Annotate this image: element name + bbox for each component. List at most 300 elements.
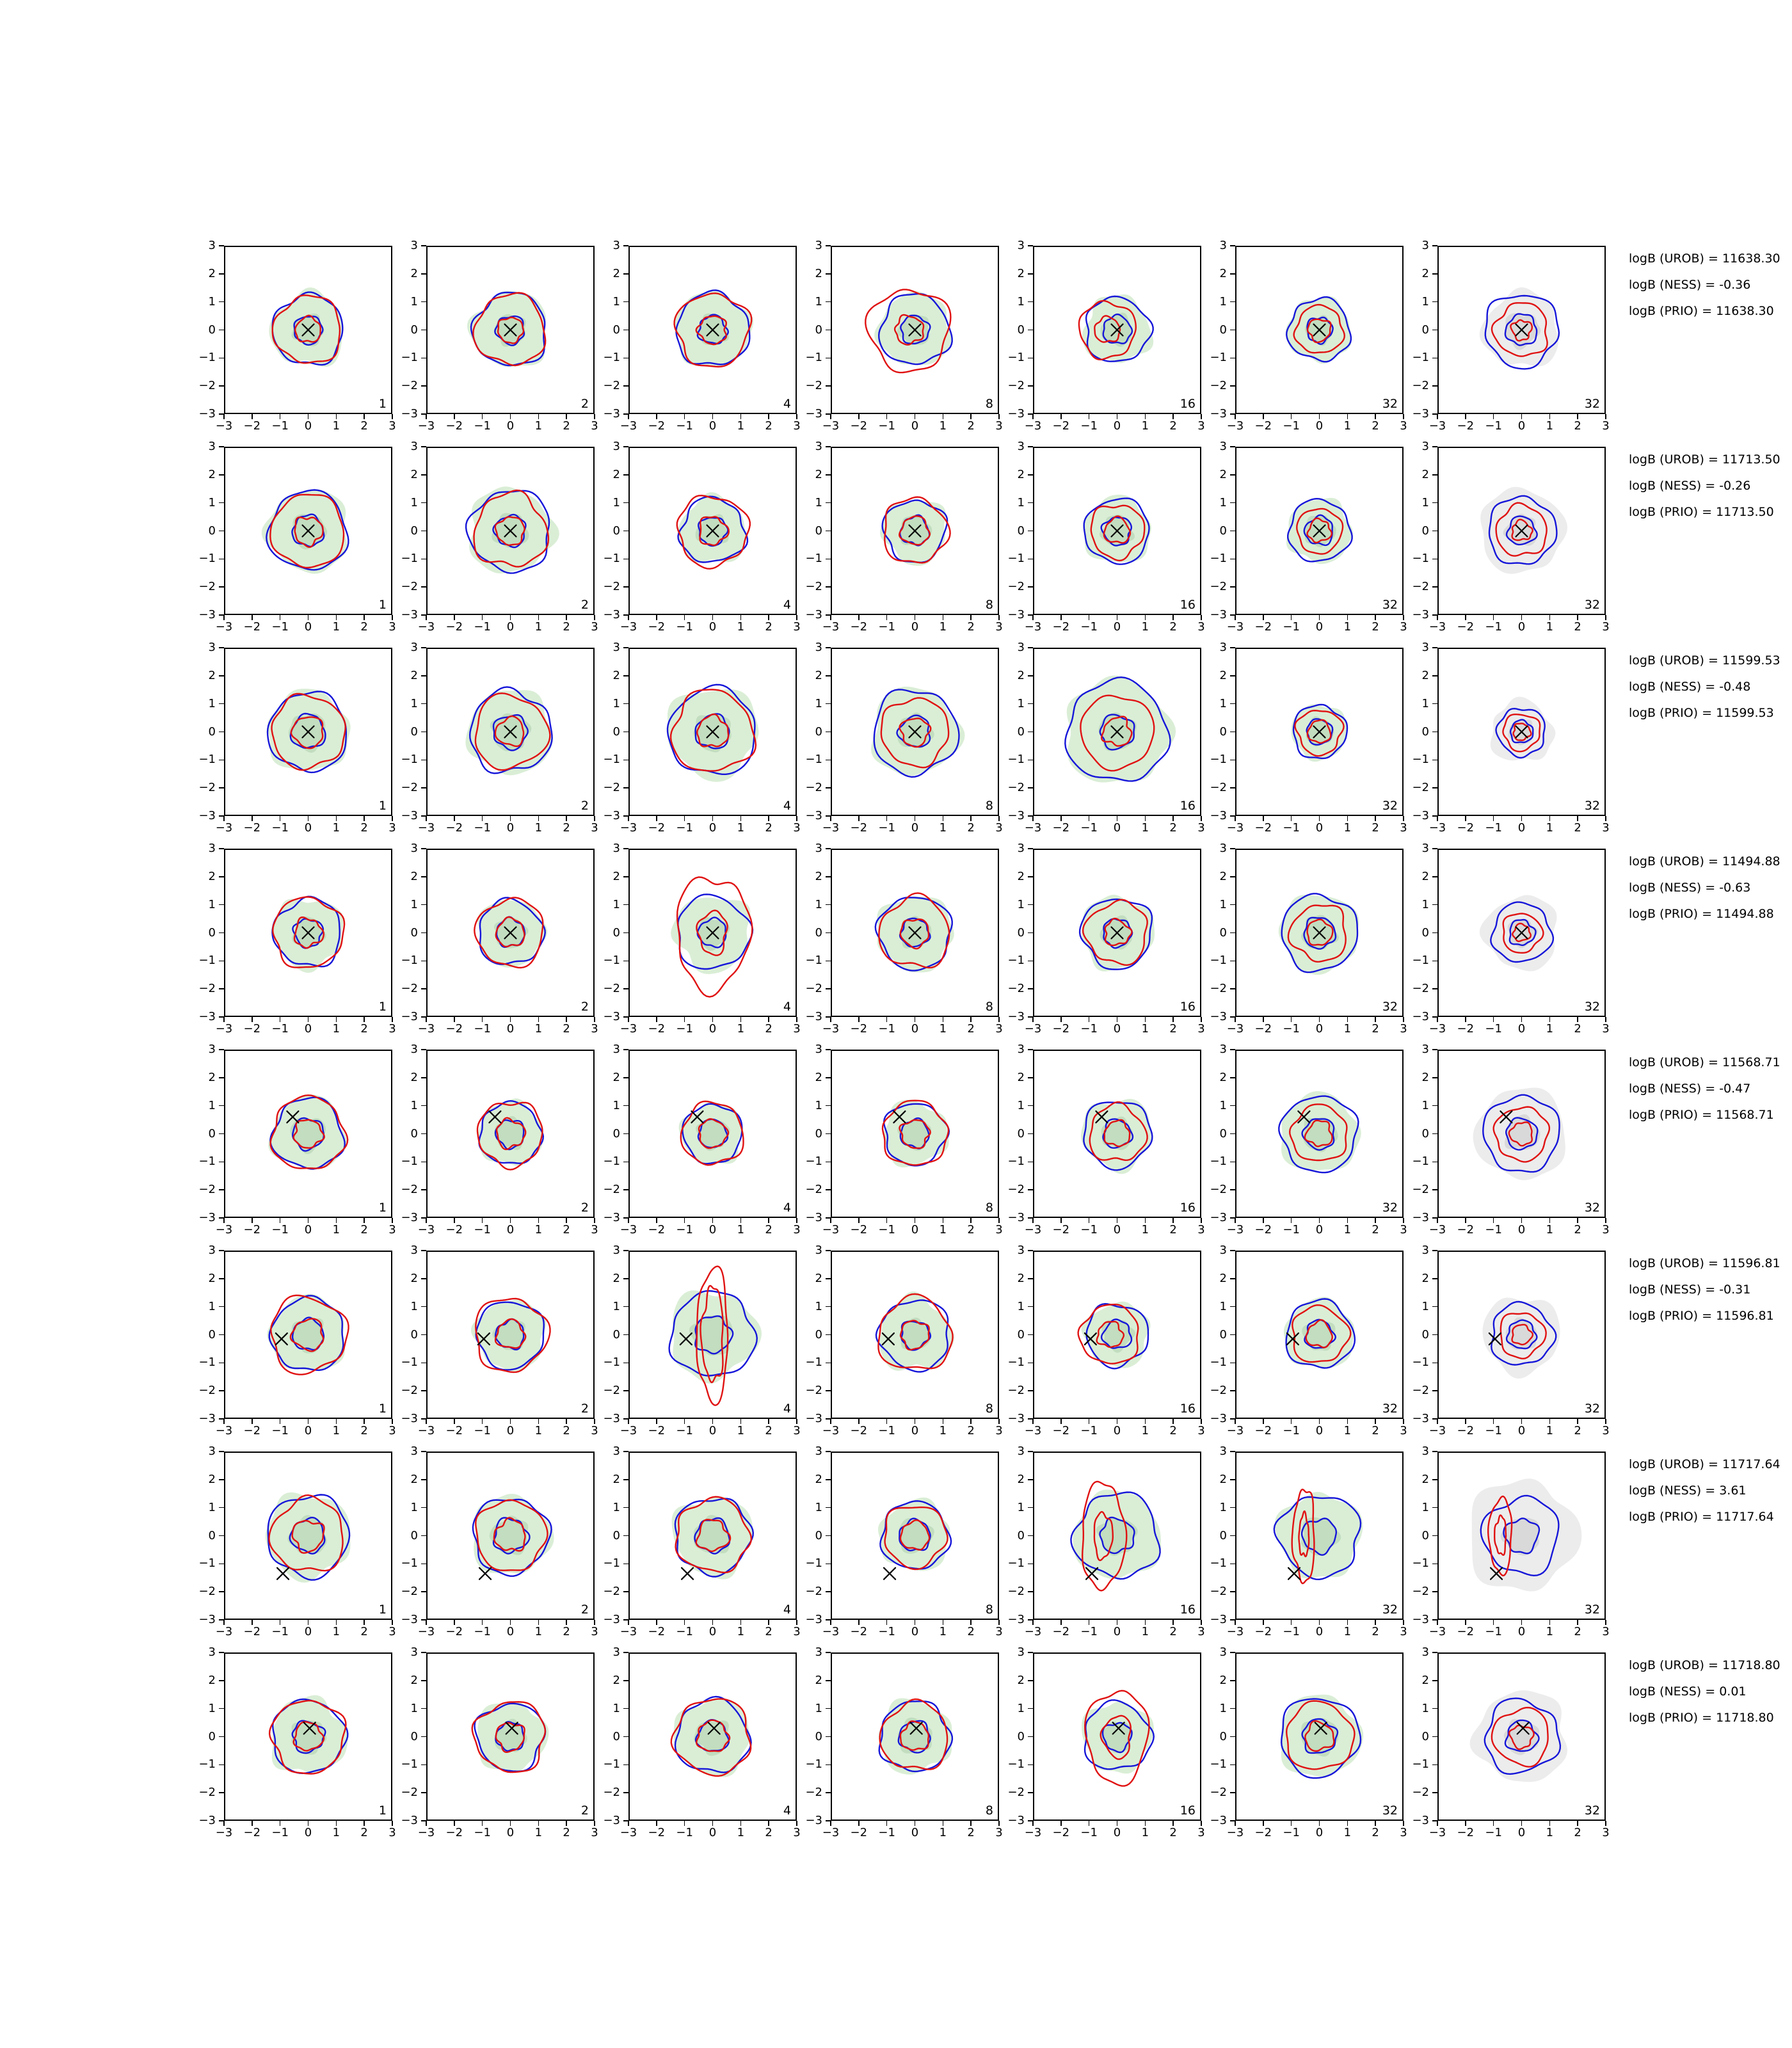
y-tick — [219, 760, 224, 761]
x-tick-label: −2 — [1254, 1424, 1272, 1437]
x-tick — [998, 1821, 1000, 1826]
x-tick-label: 1 — [534, 620, 543, 634]
x-tick — [594, 1419, 595, 1424]
y-tick-label: 2 — [410, 1472, 418, 1486]
y-tick — [219, 1162, 224, 1163]
x-tick-label: 0 — [708, 1826, 717, 1839]
y-tick-label: 1 — [612, 1500, 620, 1514]
y-tick — [1028, 1708, 1033, 1709]
y-tick — [623, 413, 628, 415]
x-tick-label: −2 — [1052, 1223, 1070, 1236]
y-tick-label: 2 — [1421, 467, 1429, 481]
y-tick-label: 3 — [410, 440, 418, 453]
x-tick-label: −3 — [1226, 1022, 1244, 1036]
x-tick-label: 3 — [793, 620, 801, 634]
y-tick-label: −3 — [1412, 809, 1429, 822]
y-tick-label: 0 — [612, 1528, 620, 1542]
y-tick — [826, 1250, 831, 1251]
x-tick-label: 0 — [708, 1625, 717, 1638]
x-tick-label: −1 — [474, 1022, 491, 1036]
y-tick — [1230, 614, 1235, 616]
y-tick-label: 2 — [612, 668, 620, 682]
x-tick-label: −3 — [1226, 419, 1244, 433]
x-tick-label: −3 — [822, 1022, 840, 1036]
y-tick-label: 1 — [612, 294, 620, 308]
x-tick-label: 2 — [967, 419, 975, 433]
x-tick-label: −2 — [648, 1223, 666, 1236]
x-tick — [280, 1620, 281, 1625]
y-tick-label: −2 — [1007, 1384, 1025, 1398]
x-tick-label: 1 — [534, 419, 543, 433]
y-tick-label: −1 — [1412, 1155, 1429, 1169]
x-tick — [740, 1821, 742, 1826]
x-tick — [1235, 816, 1236, 821]
y-tick — [1028, 273, 1033, 275]
y-tick-label: −1 — [1412, 1757, 1429, 1772]
x-tick — [740, 1419, 742, 1424]
y-tick — [1432, 1764, 1437, 1766]
x-tick — [915, 1218, 916, 1223]
y-tick-label: 1 — [208, 1500, 216, 1514]
x-tick-label: −2 — [243, 1826, 261, 1839]
subplot-corner-label: 32 — [1584, 598, 1600, 612]
subplot-corner-label: 32 — [1584, 799, 1600, 813]
x-tick — [915, 1419, 916, 1424]
y-tick — [1230, 787, 1235, 788]
y-tick — [623, 1250, 628, 1251]
x-tick-label: −2 — [648, 1424, 666, 1437]
y-tick — [1432, 876, 1437, 877]
subplot-r5c4 — [805, 1043, 1003, 1236]
x-tick-label: 1 — [332, 419, 340, 433]
subplot-corner-label: 32 — [1382, 397, 1398, 411]
y-tick-label: 3 — [1421, 842, 1429, 855]
y-tick-label: −2 — [1412, 982, 1429, 996]
y-tick — [1028, 675, 1033, 676]
subplot-corner-label: 32 — [1584, 1603, 1600, 1617]
y-tick-label: −3 — [401, 407, 418, 420]
y-tick — [219, 502, 224, 504]
x-tick — [392, 1017, 393, 1022]
y-tick-label: 1 — [1017, 1500, 1025, 1514]
y-tick-label: 3 — [1017, 1043, 1025, 1056]
x-tick — [1521, 1620, 1523, 1625]
y-tick-label: −2 — [1210, 580, 1227, 594]
y-tick-label: 0 — [1017, 1126, 1025, 1140]
x-tick — [1201, 1821, 1202, 1826]
y-tick-label: −3 — [401, 1211, 418, 1224]
y-tick — [219, 703, 224, 705]
contour-plot — [1033, 1452, 1201, 1620]
x-tick-label: 1 — [737, 1625, 745, 1638]
y-tick-label: −1 — [401, 1356, 418, 1370]
y-tick — [1230, 1217, 1235, 1219]
x-tick-label: 3 — [591, 1424, 598, 1437]
y-tick — [421, 1278, 426, 1279]
x-tick-label: 1 — [1546, 1826, 1554, 1839]
y-tick-label: 0 — [815, 524, 822, 538]
x-tick-label: −3 — [1024, 1424, 1042, 1437]
contour-plot — [1033, 849, 1201, 1017]
y-tick — [1432, 848, 1437, 849]
x-tick — [1319, 1017, 1320, 1022]
subplot-r2c3 — [603, 440, 801, 634]
y-tick — [1432, 1479, 1437, 1480]
y-tick — [623, 1708, 628, 1709]
subplot-r3c6 — [1210, 641, 1407, 835]
y-tick-label: 1 — [208, 897, 216, 911]
y-tick-label: −2 — [1210, 982, 1227, 996]
x-tick-label: −3 — [417, 1223, 435, 1236]
y-tick-label: 2 — [1017, 467, 1025, 481]
subplot-r1c5 — [1007, 239, 1205, 433]
x-tick-label: −1 — [878, 1625, 895, 1638]
y-tick — [623, 1792, 628, 1793]
y-tick — [826, 1591, 831, 1592]
y-tick-label: −1 — [198, 552, 216, 566]
x-tick — [970, 816, 972, 821]
x-tick — [1493, 1017, 1494, 1022]
x-tick — [1465, 1419, 1466, 1424]
x-tick — [392, 1218, 393, 1223]
x-tick-label: −1 — [271, 1424, 289, 1437]
contour-plot — [1033, 648, 1201, 816]
x-tick-label: 1 — [1141, 1826, 1149, 1839]
subplot-corner-label: 1 — [378, 799, 387, 813]
y-tick-label: 2 — [410, 1271, 418, 1285]
x-tick-label: 1 — [737, 821, 745, 835]
x-tick — [1521, 615, 1523, 620]
y-tick — [421, 1390, 426, 1391]
x-tick-label: 3 — [995, 419, 1003, 433]
y-tick — [219, 1077, 224, 1078]
contour-plot — [831, 1251, 999, 1419]
y-tick-label: 2 — [208, 1472, 216, 1486]
x-tick-label: −2 — [1457, 419, 1475, 433]
x-tick-label: −1 — [474, 821, 491, 835]
x-tick — [1145, 1218, 1146, 1223]
y-tick-label: 3 — [410, 641, 418, 654]
x-tick — [1201, 1419, 1202, 1424]
y-tick — [826, 1507, 831, 1508]
y-tick-label: 3 — [815, 440, 822, 453]
x-tick-label: −1 — [271, 419, 289, 433]
y-tick — [1432, 1250, 1437, 1251]
y-tick — [1432, 1820, 1437, 1821]
x-tick — [796, 1620, 797, 1625]
x-tick-label: 3 — [793, 821, 801, 835]
x-tick — [1319, 1821, 1320, 1826]
y-tick-label: 0 — [612, 1327, 620, 1341]
y-tick — [623, 446, 628, 447]
x-tick-label: 2 — [360, 620, 368, 634]
x-tick — [1032, 1017, 1034, 1022]
y-tick — [1028, 1334, 1033, 1336]
x-tick — [566, 1419, 567, 1424]
x-tick — [858, 816, 860, 821]
x-tick — [1201, 1218, 1202, 1223]
y-tick — [623, 273, 628, 275]
y-tick-label: 2 — [1421, 869, 1429, 883]
x-tick — [1437, 615, 1438, 620]
y-tick-label: 2 — [1017, 1673, 1025, 1687]
x-tick-label: −1 — [1283, 1826, 1300, 1839]
y-tick-label: 2 — [410, 1070, 418, 1084]
y-tick-label: 0 — [410, 724, 418, 739]
x-tick — [858, 1620, 860, 1625]
x-tick-label: −2 — [445, 821, 463, 835]
x-tick — [1263, 816, 1264, 821]
y-tick — [1432, 559, 1437, 560]
y-tick — [1432, 1619, 1437, 1620]
x-tick-label: −2 — [1052, 620, 1070, 634]
x-tick-label: 1 — [332, 1424, 340, 1437]
x-tick — [1549, 1218, 1551, 1223]
y-tick-label: 2 — [815, 869, 822, 883]
x-tick — [1060, 816, 1062, 821]
y-tick — [826, 474, 831, 476]
x-tick-label: 1 — [1141, 1223, 1149, 1236]
y-tick-label: 1 — [1219, 1098, 1227, 1112]
y-tick — [826, 932, 831, 934]
x-tick-label: 1 — [332, 821, 340, 835]
x-tick — [1577, 1821, 1578, 1826]
x-tick-label: 2 — [1574, 1826, 1581, 1839]
x-tick-label: 3 — [591, 1826, 598, 1839]
x-tick — [426, 816, 427, 821]
contour-plot — [1235, 447, 1404, 615]
y-tick — [219, 1479, 224, 1480]
y-tick-label: 3 — [1017, 1645, 1025, 1659]
annotation-line: logB (NESS) = -0.26 — [1629, 479, 1751, 493]
x-tick-label: 3 — [793, 1424, 801, 1437]
x-tick — [830, 1218, 831, 1223]
x-tick — [684, 816, 685, 821]
x-tick — [454, 615, 455, 620]
x-tick-label: −3 — [215, 1022, 233, 1036]
x-tick — [886, 1218, 888, 1223]
y-tick-label: −3 — [401, 809, 418, 822]
x-tick — [740, 414, 742, 419]
y-tick-label: −2 — [1210, 1384, 1227, 1398]
subplot-corner-label: 2 — [580, 799, 589, 813]
x-tick — [1235, 1218, 1236, 1223]
subplot-r3c4 — [805, 641, 1003, 835]
x-tick-label: 0 — [506, 1625, 515, 1638]
x-tick — [1235, 1620, 1236, 1625]
x-tick-label: −3 — [1024, 1223, 1042, 1236]
x-tick-label: −1 — [1485, 1223, 1502, 1236]
y-tick-label: −2 — [1007, 982, 1025, 996]
x-tick-label: 1 — [534, 821, 543, 835]
contour-plot — [1033, 447, 1201, 615]
y-tick-label: −3 — [1007, 407, 1025, 420]
y-tick-label: −1 — [603, 753, 620, 767]
x-tick — [796, 1821, 797, 1826]
y-tick-label: 3 — [1219, 641, 1227, 654]
y-tick-label: 3 — [1421, 1444, 1429, 1458]
x-tick — [1577, 1419, 1578, 1424]
x-tick-label: −3 — [1428, 1826, 1446, 1839]
y-tick-label: −1 — [805, 552, 822, 566]
x-tick-label: 1 — [534, 1022, 543, 1036]
y-tick-label: 3 — [208, 1244, 216, 1257]
x-tick-label: −3 — [417, 620, 435, 634]
y-tick-label: 2 — [1421, 1070, 1429, 1084]
x-tick — [1291, 1419, 1292, 1424]
x-tick-label: 2 — [1372, 1223, 1379, 1236]
x-tick — [1319, 414, 1320, 419]
subplot-r3c3 — [603, 641, 801, 835]
y-tick — [219, 245, 224, 246]
y-tick — [421, 1820, 426, 1821]
x-tick-label: −1 — [878, 1022, 895, 1036]
x-tick-label: −1 — [878, 620, 895, 634]
y-tick — [1028, 1363, 1033, 1364]
y-tick — [826, 245, 831, 246]
y-tick-label: 2 — [815, 1271, 822, 1285]
y-tick — [421, 531, 426, 532]
y-tick-label: 0 — [1421, 1327, 1429, 1341]
y-tick-label: 0 — [410, 1327, 418, 1341]
x-tick — [1403, 1017, 1404, 1022]
y-tick-label: 2 — [1219, 1271, 1227, 1285]
x-tick — [1347, 1620, 1348, 1625]
y-tick — [1028, 502, 1033, 504]
x-tick-label: −3 — [1226, 1424, 1244, 1437]
subplot-r2c2 — [401, 440, 598, 634]
x-tick-label: −2 — [1457, 1625, 1475, 1638]
y-tick-label: 1 — [1219, 1299, 1227, 1313]
x-tick-label: 3 — [388, 821, 396, 835]
y-tick-label: −3 — [198, 608, 216, 621]
y-tick — [1230, 1792, 1235, 1793]
y-tick — [219, 1564, 224, 1565]
x-tick — [1172, 816, 1174, 821]
x-tick-label: 3 — [1197, 821, 1205, 835]
x-tick-label: −1 — [474, 1625, 491, 1638]
x-tick — [970, 414, 972, 419]
x-tick — [1145, 1821, 1146, 1826]
x-tick — [740, 1620, 742, 1625]
x-tick — [628, 1821, 629, 1826]
x-tick-label: 1 — [737, 620, 745, 634]
x-tick — [566, 1620, 567, 1625]
y-tick — [421, 787, 426, 788]
x-tick — [594, 1218, 595, 1223]
x-tick — [943, 1419, 944, 1424]
x-tick — [336, 1218, 337, 1223]
x-tick — [796, 1218, 797, 1223]
y-tick — [1028, 1451, 1033, 1452]
y-tick-label: −1 — [198, 954, 216, 968]
y-tick — [623, 1736, 628, 1738]
annotation-line: logB (UROB) = 11717.64 — [1629, 1457, 1780, 1471]
x-tick — [280, 615, 281, 620]
y-tick — [1230, 586, 1235, 588]
x-tick-label: −3 — [1428, 821, 1446, 835]
contour-plot — [1437, 1251, 1606, 1419]
y-tick — [1028, 531, 1033, 532]
x-tick-label: −1 — [676, 1625, 693, 1638]
y-tick-label: −3 — [805, 1010, 822, 1023]
x-tick — [768, 414, 769, 419]
y-tick — [421, 1133, 426, 1135]
x-tick — [1172, 1419, 1174, 1424]
contour-plot — [426, 1452, 595, 1620]
y-tick — [1432, 647, 1437, 648]
y-tick-label: 1 — [410, 1299, 418, 1313]
x-tick-label: 1 — [534, 1625, 543, 1638]
y-tick-label: 3 — [1421, 1645, 1429, 1659]
y-tick — [826, 760, 831, 761]
x-tick-label: 1 — [534, 1424, 543, 1437]
x-tick-label: 1 — [1141, 1424, 1149, 1437]
x-tick-label: 3 — [1602, 419, 1610, 433]
x-tick-label: 0 — [1113, 821, 1121, 835]
x-tick-label: 3 — [1400, 1826, 1407, 1839]
y-tick-label: 2 — [410, 1673, 418, 1687]
y-tick-label: −3 — [1412, 1613, 1429, 1626]
y-tick-label: 0 — [612, 1126, 620, 1140]
y-tick-label: 3 — [410, 1444, 418, 1458]
y-tick — [826, 1708, 831, 1709]
y-tick-label: −2 — [1412, 1384, 1429, 1398]
y-tick-label: 1 — [1219, 294, 1227, 308]
y-tick — [1230, 760, 1235, 761]
y-tick-label: −3 — [1210, 1412, 1227, 1425]
y-tick — [1028, 876, 1033, 877]
y-tick-label: 3 — [612, 440, 620, 453]
contour-plot — [224, 246, 392, 414]
y-tick-label: 3 — [208, 239, 216, 252]
x-tick — [1493, 816, 1494, 821]
y-tick-label: −2 — [401, 781, 418, 795]
x-tick-label: 3 — [1197, 1826, 1205, 1839]
contour-plot — [1437, 246, 1606, 414]
x-tick-label: −3 — [1226, 620, 1244, 634]
subplot-r4c6 — [1210, 842, 1407, 1036]
x-tick — [858, 1017, 860, 1022]
x-tick — [538, 615, 540, 620]
x-tick-label: −2 — [243, 419, 261, 433]
subplot-r7c5 — [1007, 1444, 1205, 1638]
x-tick — [1263, 615, 1264, 620]
y-tick — [219, 1652, 224, 1653]
x-tick — [970, 1419, 972, 1424]
y-tick-label: −3 — [401, 1412, 418, 1425]
x-tick — [830, 414, 831, 419]
x-tick-label: 1 — [1343, 1223, 1352, 1236]
y-tick-label: 3 — [612, 641, 620, 654]
y-tick-label: 3 — [1421, 440, 1429, 453]
x-tick — [998, 1419, 1000, 1424]
y-tick — [1432, 1189, 1437, 1190]
y-tick-label: 1 — [815, 897, 822, 911]
y-tick-label: 2 — [1219, 1070, 1227, 1084]
y-tick — [1028, 703, 1033, 705]
annotation-line: logB (PRIO) = 11638.30 — [1629, 304, 1774, 318]
x-tick — [594, 1017, 595, 1022]
x-tick-label: 2 — [967, 821, 975, 835]
y-tick — [1432, 1306, 1437, 1308]
x-tick — [943, 414, 944, 419]
x-tick-label: −3 — [1428, 1424, 1446, 1437]
y-tick-label: −1 — [1210, 552, 1227, 566]
y-tick-label: 0 — [1219, 1126, 1227, 1140]
y-tick — [623, 1016, 628, 1018]
x-tick-label: −1 — [271, 1223, 289, 1236]
